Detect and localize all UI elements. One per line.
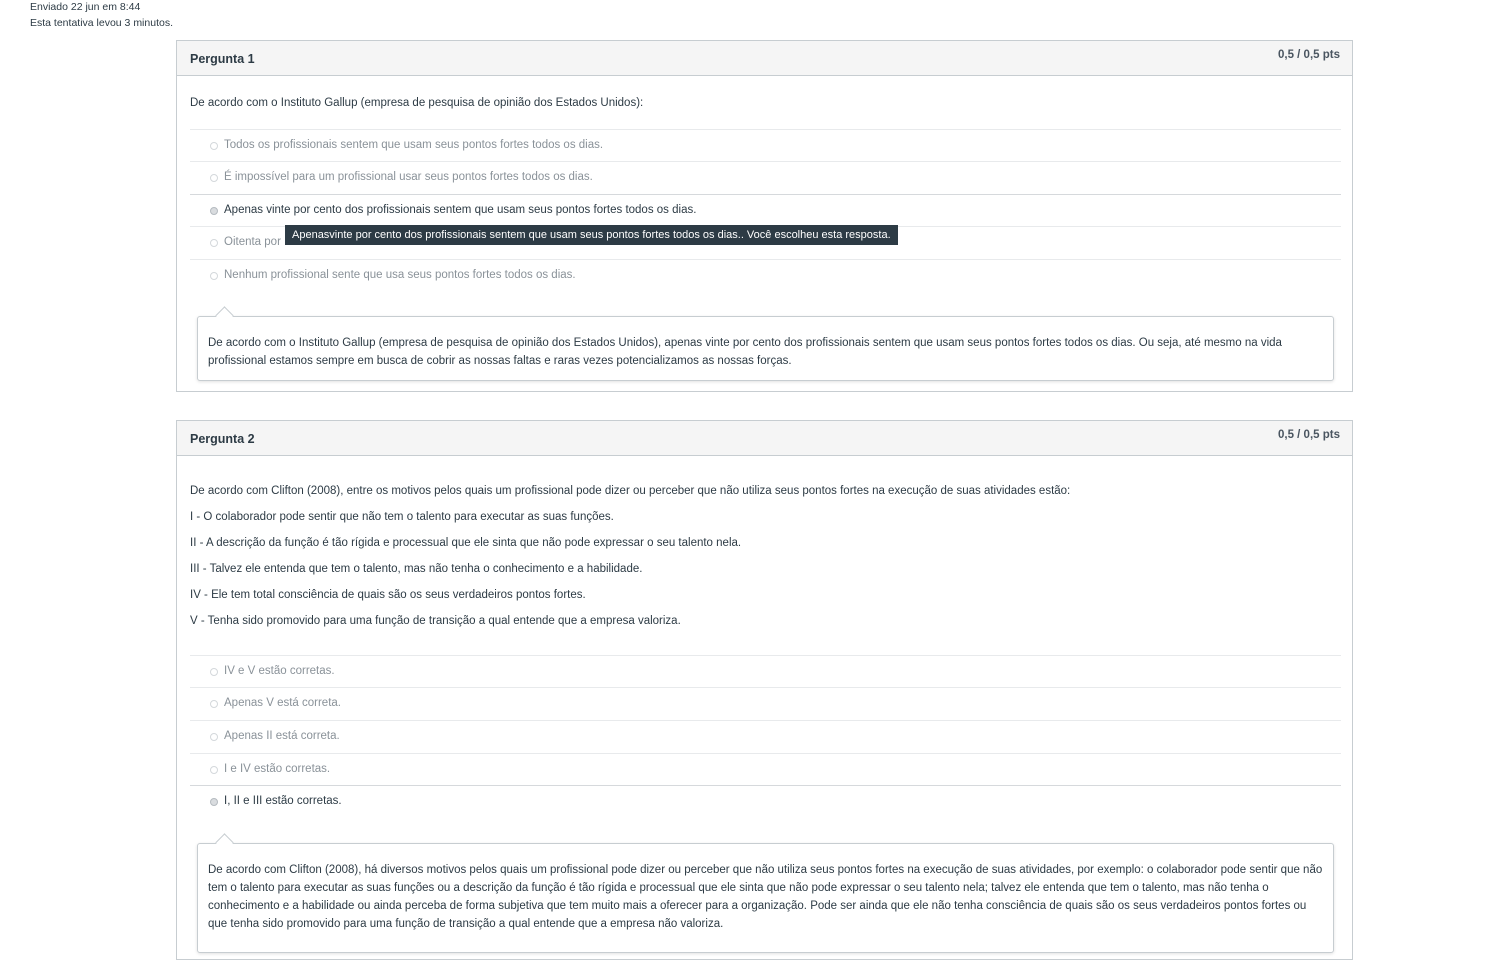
feedback-arrow (215, 306, 233, 324)
question-2 (176, 420, 1353, 960)
answer-option[interactable] (190, 687, 1341, 720)
answer-option[interactable] (190, 655, 1341, 687)
answer-option[interactable] (190, 720, 1341, 753)
answer-label: Apenas II está correta. (224, 730, 340, 742)
radio-icon[interactable] (210, 174, 218, 182)
submission-date: Enviado 22 jun em 8:44 (30, 1, 141, 13)
answer-label: Apenas vinte por cento dos profissionais sentem que usam seus pontos fortes todos os dias. (224, 204, 697, 216)
radio-icon[interactable] (210, 766, 218, 774)
answer-label: IV e V estão corretas. (224, 665, 335, 677)
question-points: 0,5 / 0,5 pts (1277, 49, 1340, 61)
answer-label: Nenhum profissional sente que usa seus pontos fortes todos os dias. (224, 269, 576, 281)
statement-item: I - O colaborador pode sentir que não tem o talento para executar as suas funções. (190, 511, 614, 523)
statement-item: IV - Ele tem total consciência de quais são os seus verdadeiros pontos fortes. (190, 589, 586, 601)
feedback-text: De acordo com o Instituto Gallup (empresa de pesquisa de opinião dos Estados Unidos), apenas vinte por cento dos profissionais sentem que usam seus pontos fortes todos os dias. Ou seja, até mesmo na vida profissional estamos sempre em busca de cobrir as nossas faltas e raras vezes potencializamos as nossas forças. (208, 337, 1282, 367)
answer-label: Apenas V está correta. (224, 697, 341, 709)
statement-item: III - Talvez ele entenda que tem o talento, mas não tenha o conhecimento e a habilidade. (190, 563, 643, 575)
answer-label: Todos os profissionais sentem que usam seus pontos fortes todos os dias. (224, 139, 604, 151)
answer-option[interactable] (190, 161, 1341, 194)
radio-icon[interactable] (210, 142, 218, 150)
radio-icon[interactable] (210, 733, 218, 741)
statement-item: V - Tenha sido promovido para uma função de transição a qual entende que a empresa valoriza. (190, 615, 681, 627)
answer-option[interactable] (190, 129, 1341, 161)
radio-selected-icon[interactable] (210, 798, 218, 806)
question-title: Pergunta 1 (190, 52, 255, 66)
answer-feedback (197, 843, 1334, 953)
attempt-duration: Esta tentativa levou 3 minutos. (30, 17, 173, 29)
question-prompt: De acordo com Clifton (2008), entre os motivos pelos quais um profissional pode dizer ou perceber que não utiliza seus pontos fortes na execução de suas atividades estão: (190, 485, 1071, 497)
radio-icon[interactable] (210, 272, 218, 280)
answer-list (190, 129, 1341, 291)
answer-feedback (197, 316, 1334, 381)
radio-icon[interactable] (210, 700, 218, 708)
answer-list (190, 655, 1341, 817)
statement-item: II - A descrição da função é tão rígida e processual que ele sinta que não pode expressar o seu talento nela. (190, 537, 742, 549)
radio-icon[interactable] (210, 668, 218, 676)
answer-option[interactable] (190, 259, 1341, 291)
feedback-text: De acordo com Clifton (2008), há diversos motivos pelos quais um profissional pode dizer ou perceber que não utiliza seus pontos fortes na execução de suas atividades, por exemplo: o colaborador pode sentir que não tem o talento para executar as suas funções ou a descrição da função é tão rígida e processual que ele sinta que não pode expressar o seu talento nela; talvez ele entenda que tem o talento, mas não tenha o conhecimento e a habilidade ou ainda perceba de forma subjetiva que tem muito mais a oferecer para a organização. Pode ser ainda que ele não tenha consciência de quais são os seus verdadeiros pontos fortes ou que tenha sido promovido para uma função de transição a qual entende que a empresa não valoriza. (208, 864, 1323, 930)
radio-icon[interactable] (210, 239, 218, 247)
question-header (177, 41, 1352, 76)
feedback-arrow (215, 833, 233, 851)
answer-option[interactable] (190, 753, 1341, 785)
question-title: Pergunta 2 (190, 432, 255, 446)
answer-label: Oitenta por (224, 236, 281, 248)
answer-label: I e IV estão corretas. (224, 763, 331, 775)
question-points: 0,5 / 0,5 pts (1277, 429, 1340, 441)
answer-tooltip: Apenasvinte por cento dos profissionais sentem que usam seus pontos fortes todos os dias.. Você escolheu esta resposta. (285, 225, 898, 245)
answer-label: I, II e III estão corretas. (224, 795, 342, 807)
answer-label: É impossível para um profissional usar seus pontos fortes todos os dias. (224, 171, 593, 183)
answer-option-selected[interactable] (190, 785, 1341, 817)
question-header (177, 421, 1352, 456)
question-prompt: De acordo com o Instituto Gallup (empresa de pesquisa de opinião dos Estados Unidos): (190, 97, 644, 109)
answer-option-selected[interactable] (190, 194, 1341, 226)
question-1 (176, 40, 1353, 392)
radio-selected-icon[interactable] (210, 207, 218, 215)
